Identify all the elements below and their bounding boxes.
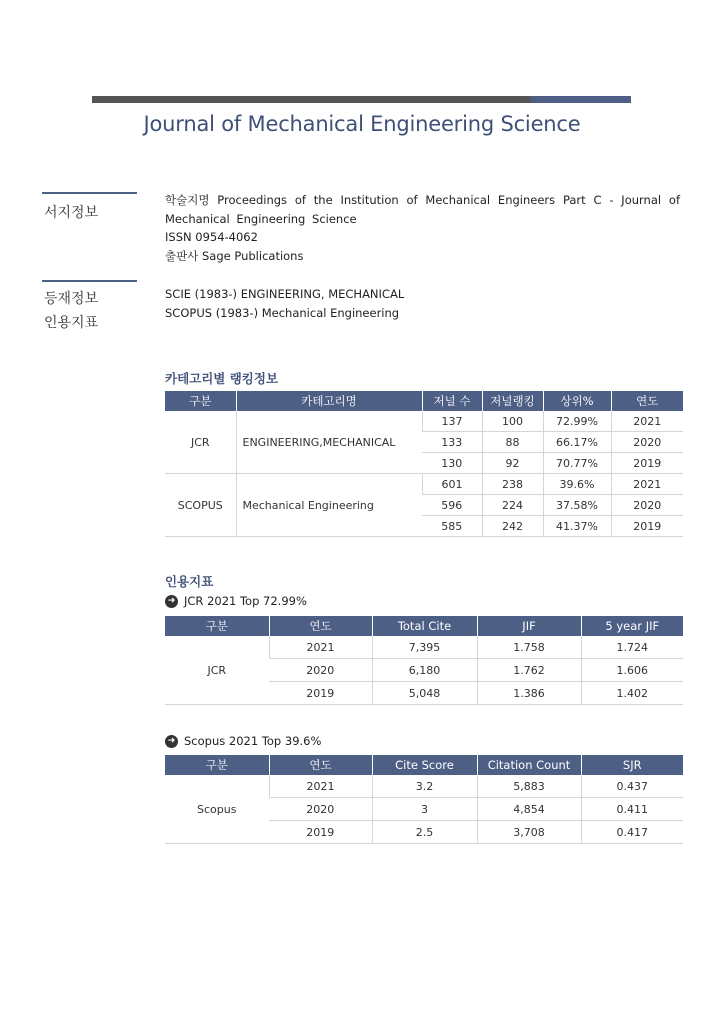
source-cell: Scopus xyxy=(165,775,269,844)
year-cell: 2019 xyxy=(269,821,372,844)
count-cell: 601 xyxy=(422,474,482,495)
arrow-right-icon: ➜ xyxy=(165,595,178,608)
count-cell: 137 xyxy=(422,411,482,432)
percent-cell: 66.17% xyxy=(543,432,611,453)
rank-cell: 92 xyxy=(482,453,543,474)
category-cell: Mechanical Engineering xyxy=(236,474,422,537)
cite-score-cell: 2.5 xyxy=(372,821,477,844)
scopus-citation-table xyxy=(165,755,683,844)
source-cell: JCR xyxy=(165,411,236,474)
header-source: 구분 xyxy=(165,391,236,411)
count-cell: 130 xyxy=(422,453,482,474)
header-year: 연도 xyxy=(269,755,372,775)
page-title: Journal of Mechanical Engineering Science xyxy=(143,112,581,136)
publisher: 출판사 Sage Publications xyxy=(165,249,304,263)
category-cell: ENGINEERING,MECHANICAL xyxy=(236,411,422,474)
header-5-year-jif: 5 year JIF xyxy=(581,616,683,636)
journal-name: 학술지명 Proceedings of the Institution of Mechanical Engineers Part C - Journal of Mechanical Engineering Science xyxy=(165,193,680,226)
year-cell: 2019 xyxy=(269,682,372,705)
year-cell: 2021 xyxy=(269,775,372,798)
bib-label: 서지정보 xyxy=(44,205,99,221)
header-cite-score: Cite Score xyxy=(372,755,477,775)
citation-count-cell: 5,883 xyxy=(477,775,581,798)
table-header-row xyxy=(165,391,683,411)
rank-cell: 242 xyxy=(482,516,543,537)
listing-label: 등재정보 xyxy=(44,291,99,307)
section-divider xyxy=(42,280,137,282)
ranking-table xyxy=(165,391,683,537)
jcr-caption xyxy=(165,594,307,608)
year-cell: 2020 xyxy=(269,798,372,821)
percent-cell: 37.58% xyxy=(543,495,611,516)
scopus-caption xyxy=(165,734,321,748)
rank-cell: 100 xyxy=(482,411,543,432)
section-divider xyxy=(42,192,137,194)
header-year: 연도 xyxy=(611,391,683,411)
listing-line-scopus: SCOPUS (1983-) Mechanical Engineering xyxy=(165,306,400,320)
header-citation-count: Citation Count xyxy=(477,755,581,775)
table-row xyxy=(165,411,683,432)
five-year-jif-cell: 1.724 xyxy=(581,636,683,659)
jcr-citation-table xyxy=(165,616,683,705)
total-cite-cell: 6,180 xyxy=(372,659,477,682)
listing-line-scie: SCIE (1983-) ENGINEERING, MECHANICAL xyxy=(165,287,405,301)
total-cite-cell: 5,048 xyxy=(372,682,477,705)
issn: ISSN 0954-4062 xyxy=(165,230,258,244)
jif-cell: 1.762 xyxy=(477,659,581,682)
percent-cell: 41.37% xyxy=(543,516,611,537)
year-cell: 2021 xyxy=(269,636,372,659)
jcr-caption-text: JCR 2021 Top 72.99% xyxy=(184,594,307,608)
table-header-row xyxy=(165,755,683,775)
table-header-row xyxy=(165,616,683,636)
table-row xyxy=(165,775,683,798)
citation-count-cell: 3,708 xyxy=(477,821,581,844)
cite-score-cell: 3.2 xyxy=(372,775,477,798)
year-cell: 2019 xyxy=(611,516,683,537)
count-cell: 585 xyxy=(422,516,482,537)
jif-cell: 1.758 xyxy=(477,636,581,659)
header-journal-count: 저널 수 xyxy=(422,391,482,411)
header-source: 구분 xyxy=(165,616,269,636)
source-cell: JCR xyxy=(165,636,269,705)
year-cell: 2020 xyxy=(611,432,683,453)
count-cell: 133 xyxy=(422,432,482,453)
percent-cell: 70.77% xyxy=(543,453,611,474)
percent-cell: 72.99% xyxy=(543,411,611,432)
citation-count-cell: 4,854 xyxy=(477,798,581,821)
year-cell: 2019 xyxy=(611,453,683,474)
scopus-caption-text: Scopus 2021 Top 39.6% xyxy=(184,734,322,748)
sjr-cell: 0.437 xyxy=(581,775,683,798)
top-bar-accent xyxy=(531,96,631,103)
citation-heading: 인용지표 xyxy=(165,574,214,589)
header-source: 구분 xyxy=(165,755,269,775)
year-cell: 2020 xyxy=(611,495,683,516)
header-jif: JIF xyxy=(477,616,581,636)
header-sjr: SJR xyxy=(581,755,683,775)
header-category: 카테고리명 xyxy=(236,391,422,411)
header-total-cite: Total Cite xyxy=(372,616,477,636)
count-cell: 596 xyxy=(422,495,482,516)
table-row xyxy=(165,474,683,495)
header-top-percent: 상위% xyxy=(543,391,611,411)
citation-index-label: 인용지표 xyxy=(44,315,99,331)
source-cell: SCOPUS xyxy=(165,474,236,537)
percent-cell: 39.6% xyxy=(543,474,611,495)
cite-score-cell: 3 xyxy=(372,798,477,821)
sjr-cell: 0.417 xyxy=(581,821,683,844)
ranking-heading: 카테고리별 랭킹정보 xyxy=(165,371,279,386)
header-year: 연도 xyxy=(269,616,372,636)
five-year-jif-cell: 1.606 xyxy=(581,659,683,682)
rank-cell: 224 xyxy=(482,495,543,516)
year-cell: 2021 xyxy=(611,474,683,495)
sjr-cell: 0.411 xyxy=(581,798,683,821)
header-journal-rank: 저널랭킹 xyxy=(482,391,543,411)
five-year-jif-cell: 1.402 xyxy=(581,682,683,705)
year-cell: 2021 xyxy=(611,411,683,432)
jif-cell: 1.386 xyxy=(477,682,581,705)
rank-cell: 238 xyxy=(482,474,543,495)
rank-cell: 88 xyxy=(482,432,543,453)
arrow-right-icon: ➜ xyxy=(165,735,178,748)
table-row xyxy=(165,636,683,659)
total-cite-cell: 7,395 xyxy=(372,636,477,659)
year-cell: 2020 xyxy=(269,659,372,682)
